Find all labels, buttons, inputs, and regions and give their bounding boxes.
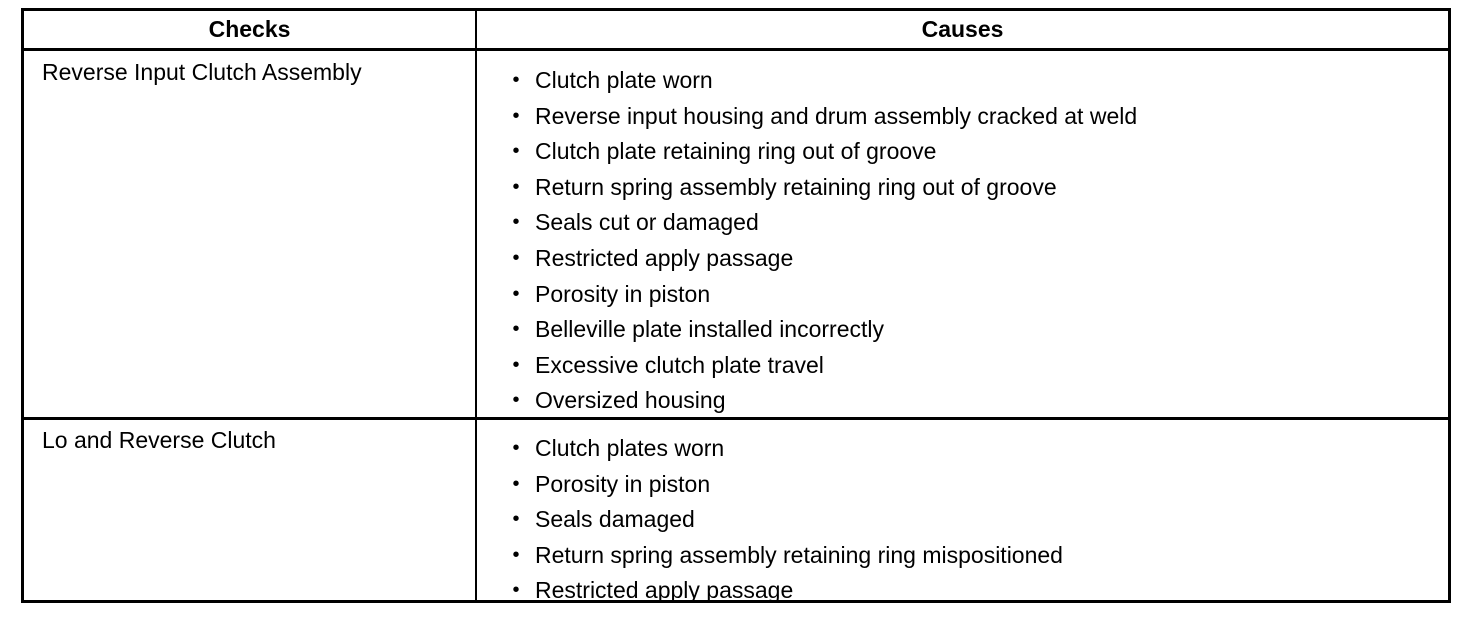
list-item (510, 170, 1137, 206)
bullet-icon: • (512, 69, 520, 91)
cause-text: Clutch plates worn (535, 435, 725, 461)
bullet-icon: • (512, 353, 520, 376)
bullet-icon: • (512, 543, 520, 566)
bullet-icon: • (512, 508, 520, 531)
list-item (510, 383, 1137, 419)
cause-text: Excessive clutch plate travel (535, 351, 824, 378)
bullet-icon: • (512, 389, 520, 412)
cause-text: Porosity in piston (535, 470, 711, 497)
list-item (510, 277, 1137, 313)
list-item (510, 502, 1063, 538)
bullet-icon: • (512, 140, 520, 163)
bullet-icon: • (512, 579, 520, 602)
cause-text: Oversized housing (535, 387, 726, 414)
list-item (510, 99, 1137, 135)
bullet-icon: • (512, 437, 520, 459)
bullet-icon: • (512, 472, 520, 495)
list-item (510, 348, 1137, 384)
list-item (510, 467, 1063, 503)
cause-text: Reverse input housing and drum assembly cracked at weld (535, 102, 1138, 129)
cause-text: Return spring assembly retaining ring mispositioned (535, 541, 1063, 568)
cause-text: Return spring assembly retaining ring out of groove (535, 173, 1057, 200)
cause-text: Seals cut or damaged (535, 209, 759, 236)
list-item (510, 134, 1137, 170)
bullet-icon: • (512, 175, 520, 198)
list-item (510, 431, 1063, 467)
header-divider (24, 48, 1448, 51)
row-1-causes (510, 63, 1137, 419)
list-item (510, 573, 1063, 609)
bullet-icon: • (512, 282, 520, 305)
cause-text: Restricted apply passage (535, 244, 794, 271)
list-item (510, 538, 1063, 574)
list-item (510, 205, 1137, 241)
header-checks-label: Checks (208, 16, 291, 42)
bullet-icon: • (512, 246, 520, 269)
bullet-icon: • (512, 104, 520, 127)
bullet-icon: • (512, 211, 520, 234)
header-causes (477, 11, 1448, 48)
list-item (510, 241, 1137, 277)
bullet-icon: • (512, 318, 520, 341)
column-divider (475, 11, 477, 600)
list-item (510, 63, 1137, 99)
cause-text: Clutch plate retaining ring out of groove (535, 138, 937, 165)
cause-text: Clutch plate worn (535, 67, 713, 93)
cause-text: Belleville plate installed incorrectly (535, 316, 884, 343)
header-checks (24, 11, 475, 48)
header-causes-label: Causes (921, 16, 1004, 42)
row-1-check: Reverse Input Clutch Assembly (42, 59, 362, 85)
checks-causes-table (21, 8, 1451, 603)
list-item (510, 312, 1137, 348)
row-2-check: Lo and Reverse Clutch (42, 427, 276, 453)
cause-text: Restricted apply passage (535, 577, 794, 604)
cause-text: Seals damaged (535, 506, 695, 533)
row-2-causes (510, 431, 1063, 609)
cause-text: Porosity in piston (535, 280, 711, 307)
